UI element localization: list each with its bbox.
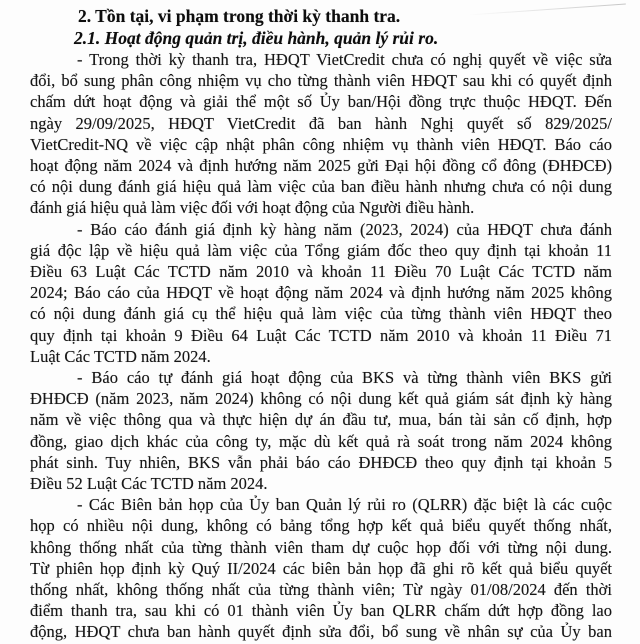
text-line: điểm thanh tra, sau khi có 01 thành viên Ủy ban QLRR chấm dứt hợp đồng lao xyxy=(30,601,612,621)
text-line: - Báo cáo tự đánh giá hoạt động của BKS và từng thành viên BKS gửi xyxy=(77,368,612,388)
text-line: quy định tại khoản 9 Điều 64 Luật Các TCTD năm 2010 và khoản 11 Điều 71 xyxy=(30,325,612,345)
text-line: - Trong thời kỳ thanh tra, HĐQT VietCredit chưa có nghị quyết về việc sửa xyxy=(77,50,612,69)
text-line: Điều 52 Luật Các TCTD năm 2024. xyxy=(30,474,268,494)
text-line: 2024; Báo cáo của HĐQT về hoạt động năm 2024 và định hướng năm 2025 không xyxy=(30,283,612,303)
text-line: năm về việc thông qua và thực hiện dự án đầu tư, mua, bán tài sản cố định, hợp xyxy=(30,410,612,430)
paragraph xyxy=(30,49,612,219)
subsection-heading: 2.1. Hoạt động quản trị, điều hành, quản lý rủi ro. xyxy=(74,28,439,48)
text-line: đồng, giao dịch khác của công ty, mặc dù kết quả rà soát trong năm 2024 không xyxy=(30,431,612,451)
text-line: Luật Các TCTD năm 2024. xyxy=(30,346,211,366)
text-line: thống nhất, không thống nhất của từng thành viên; Từ ngày 01/08/2024 đến thời xyxy=(30,580,612,600)
text-line: - Các Biên bản họp của Ủy ban Quản lý rủi ro (QLRR) đặc biệt là các cuộc xyxy=(77,495,612,515)
text-line: - Báo cáo đánh giá định kỳ hàng năm (2023, 2024) của HĐQT chưa đánh xyxy=(77,219,612,239)
text-line: có nội dung đánh giá hiệu quả làm việc của ban điều hành nhưng chưa có nội dung xyxy=(30,177,612,197)
text-line: đánh giá hiệu quả làm việc đối với hoạt động của Người điều hành. xyxy=(30,198,475,218)
section-heading: 2. Tồn tại, vi phạm trong thời kỳ thanh tra. xyxy=(78,6,401,26)
text-line: VietCredit-NQ về việc cập nhật phân công nhiệm vụ thành viên HĐQT. Báo cáo xyxy=(30,134,612,154)
text-line: có nội dung đánh giá cụ thể hiệu quả làm việc của từng thành viên HĐQT theo xyxy=(30,304,612,324)
text-line: ĐHĐCĐ (năm 2023, năm 2024) không có nội dung kết quả giám sát định kỳ hàng xyxy=(30,389,612,409)
text-line: hoạt động năm 2024 và định hướng năm 2025 gửi Đại hội đồng cổ đông (ĐHĐCĐ) xyxy=(30,156,612,176)
text-line: giá độc lập về hiệu quả làm việc của Tổng giám đốc theo quy định tại khoản 11 xyxy=(30,240,612,260)
text-line: ngày 29/09/2025, HĐQT VietCredit đã ban hành Nghị quyết số 829/2025/ xyxy=(30,113,612,133)
text-line: động, HĐQT chưa ban hành quyết định sửa đổi, bổ sung về nhân sự của Ủy ban xyxy=(30,622,612,642)
paragraph xyxy=(30,367,612,494)
text-line: Từ phiên họp định kỳ Quý II/2024 các biên bản họp đã ghi rõ kết quả biểu quyết xyxy=(30,558,612,578)
text-line: không thống nhất của từng thành viên tham dự cuộc họp đối với từng nội dung. xyxy=(30,537,612,557)
text-line: Điều 63 Luật Các TCTD năm 2010 và khoản 11 Điều 70 Luật Các TCTD năm xyxy=(30,262,612,282)
paragraph xyxy=(30,494,612,642)
text-line: họp có nhiều nội dung, không có bảng tổng hợp kết quả biểu quyết thống nhất, xyxy=(30,516,612,536)
text-line: đổi, bổ sung phân công nhiệm vụ cho từng thành viên HĐQT sau khi có quyết định xyxy=(30,71,612,91)
paragraph xyxy=(30,219,612,367)
text-line: chấm dứt hoạt động và giải thể một số Ủy ban/Hội đồng trực thuộc HĐQT. Đến xyxy=(30,92,612,112)
text-line: phát sinh. Tuy nhiên, BKS vẫn phải báo cáo ĐHĐCĐ theo quy định tại khoản 5 xyxy=(30,452,612,472)
